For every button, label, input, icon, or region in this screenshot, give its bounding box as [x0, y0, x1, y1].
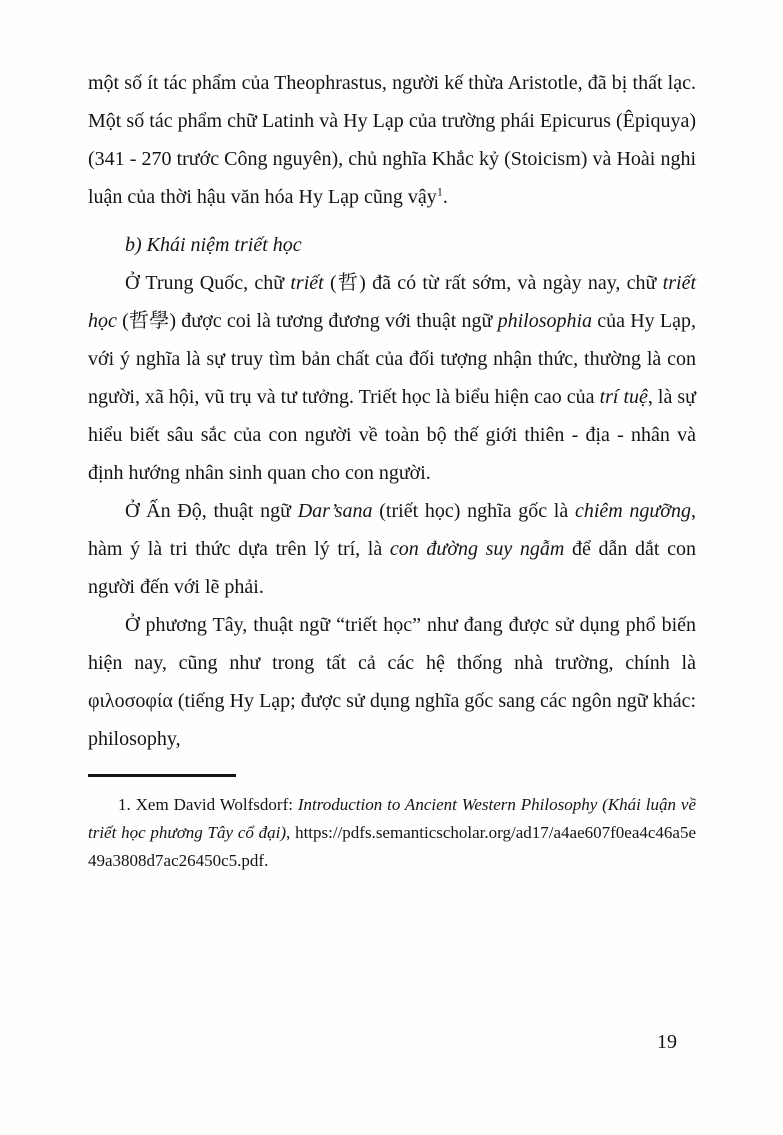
- text-body: [88, 64, 696, 875]
- text-segment: triết: [290, 272, 324, 294]
- text-segment: (triết học) nghĩa gốc là: [372, 500, 575, 522]
- text-segment: .: [264, 851, 269, 870]
- paragraph-continuation: [88, 64, 696, 216]
- text-segment: , hàm ý là tri thức dựa trên lý trí, là: [88, 500, 696, 560]
- footnote-separator-rule: [88, 774, 236, 777]
- text-segment: chiêm ngưỡng: [574, 500, 691, 522]
- footnote-text: [88, 791, 696, 875]
- url-text: https://pdfs.semanticscholar.org/ad17/a4ae607f0ea4c46a5e49a3808d7ac26450c5.pdf: [88, 823, 697, 870]
- text-segment: Ở Ấn Độ, thuật ngữ: [125, 500, 298, 522]
- page-number: 19: [657, 1031, 677, 1053]
- text-segment: trí tuệ: [599, 386, 648, 408]
- text-segment: Ở phương Tây, thuật ngữ “triết học” như đang được sử dụng phổ biến hiện nay, cũng như trong tất cả các hệ thống nhà trường, chính là φιλοσοφία (tiếng Hy Lạp; được sử dụng nghĩa gốc sang các ngôn ngữ khác: philosophy,: [88, 614, 696, 750]
- footnote-block: [88, 774, 696, 875]
- text-segment: (哲學) được coi là tương đương với thuật ngữ: [116, 310, 498, 332]
- text-segment: của Hy Lạp, với ý nghĩa là sự truy tìm bản chất của đối tượng nhận thức, thường là con người, xã hội, vũ trụ và tư tưởng. Triết học là biểu hiện cao của: [88, 310, 696, 408]
- text-segment: Ở Trung Quốc, chữ: [125, 272, 291, 294]
- text-segment: một số ít tác phẩm của Theophrastus, người kế thừa Aristotle, đã bị thất lạc. Một số tác phẩm chữ Latinh và Hy Lạp của trường phái Epicurus (Êpiquya) (341 - 270 trước Công nguyên), chủ nghĩa Khắc kỷ (Stoicism) và Hoài nghi luận của thời hậu văn hóa Hy Lạp cũng vậy: [88, 72, 696, 208]
- paragraph-india: [88, 492, 696, 606]
- text-segment: Introduction to Ancient Western Philosophy (Khái luận về triết học phương Tây cổ đại): [88, 795, 697, 842]
- paragraph-china: [88, 264, 696, 492]
- text-segment: triết học: [88, 272, 697, 332]
- text-segment: .: [442, 186, 448, 208]
- text-segment: 1. Xem David Wolfsdorf:: [118, 795, 298, 814]
- footnote-reference: 1: [436, 184, 443, 199]
- text-segment: (哲) đã có từ rất sớm, và ngày nay, chữ: [323, 272, 663, 294]
- paragraph-west: [88, 606, 696, 758]
- text-segment: ,: [286, 823, 296, 842]
- text-segment: , là sự hiểu biết sâu sắc của con người về toàn bộ thế giới thiên - địa - nhân và định hướng nhân sinh quan cho con người.: [88, 386, 696, 484]
- text-segment: b) Khái niệm triết học: [125, 234, 302, 256]
- text-segment: con đường suy ngẫm: [389, 538, 565, 560]
- text-segment: để dẫn dắt con người đến với lẽ phải.: [88, 538, 696, 598]
- text-segment: Dar’sana: [297, 500, 373, 522]
- section-heading-b: [88, 226, 696, 264]
- text-segment: philosophia: [497, 310, 593, 332]
